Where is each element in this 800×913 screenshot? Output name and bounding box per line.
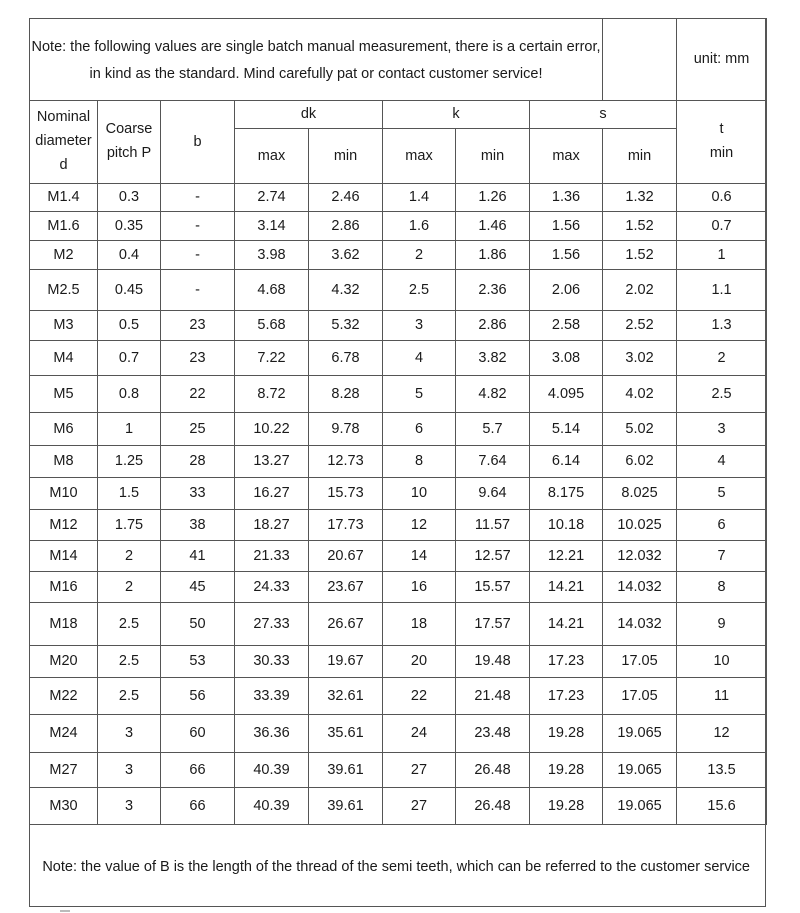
nominal-diameter-header	[30, 101, 98, 184]
cell-k-max: 3	[383, 311, 456, 341]
cell-pitch: 2	[98, 541, 161, 572]
cell-dk-max: 21.33	[235, 541, 309, 572]
cell-dk-min: 20.67	[309, 541, 383, 572]
cell-dk-max: 36.36	[235, 715, 309, 753]
cell-nominal-d: M8	[30, 446, 98, 478]
cell-k-max: 2	[383, 241, 456, 270]
cell-b: 66	[161, 788, 235, 825]
cell-pitch: 0.7	[98, 341, 161, 376]
table-row	[30, 510, 767, 541]
table-row	[30, 572, 767, 603]
cell-t-min: 6	[677, 510, 767, 541]
cell-t-min: 0.6	[677, 184, 767, 212]
cell-dk-max: 13.27	[235, 446, 309, 478]
cell-dk-max: 16.27	[235, 478, 309, 510]
cell-nominal-d: M5	[30, 376, 98, 413]
table-row	[30, 212, 767, 241]
cell-pitch: 0.5	[98, 311, 161, 341]
cell-t-min: 10	[677, 646, 767, 678]
cell-s-min: 10.025	[603, 510, 677, 541]
cell-dk-max: 10.22	[235, 413, 309, 446]
cell-k-min: 26.48	[456, 788, 530, 825]
cell-s-min: 2.52	[603, 311, 677, 341]
b-header: b	[161, 101, 235, 184]
cell-dk-min: 8.28	[309, 376, 383, 413]
cell-dk-min: 12.73	[309, 446, 383, 478]
cell-k-min: 2.86	[456, 311, 530, 341]
cell-dk-max: 3.14	[235, 212, 309, 241]
cell-pitch: 1.75	[98, 510, 161, 541]
k-header: k	[383, 101, 530, 129]
cell-dk-min: 26.67	[309, 603, 383, 646]
cell-k-min: 1.26	[456, 184, 530, 212]
cell-nominal-d: M2.5	[30, 270, 98, 311]
cell-pitch: 2.5	[98, 646, 161, 678]
cell-s-min: 19.065	[603, 753, 677, 788]
cell-pitch: 1	[98, 413, 161, 446]
cell-s-max: 19.28	[530, 753, 603, 788]
cell-b: -	[161, 184, 235, 212]
cell-t-min: 15.6	[677, 788, 767, 825]
cell-k-min: 23.48	[456, 715, 530, 753]
cell-k-max: 24	[383, 715, 456, 753]
cell-s-min: 14.032	[603, 603, 677, 646]
cell-t-min: 1.3	[677, 311, 767, 341]
cell-pitch: 3	[98, 715, 161, 753]
top-note-spacer	[603, 19, 677, 101]
cell-t-min: 9	[677, 603, 767, 646]
cell-dk-min: 2.46	[309, 184, 383, 212]
cell-k-min: 2.36	[456, 270, 530, 311]
cell-s-min: 1.32	[603, 184, 677, 212]
cell-pitch: 1.25	[98, 446, 161, 478]
table-row	[30, 715, 767, 753]
cell-b: 23	[161, 311, 235, 341]
bottom-note: Note: the value of B is the length of the thread of the semi teeth, which can be referred to the customer service	[42, 858, 750, 875]
table-row	[30, 646, 767, 678]
nominal-header-line-3: d	[59, 156, 68, 173]
cell-k-max: 22	[383, 678, 456, 715]
cell-t-min: 7	[677, 541, 767, 572]
cell-s-max: 2.06	[530, 270, 603, 311]
cell-s-max: 14.21	[530, 572, 603, 603]
cell-nominal-d: M4	[30, 341, 98, 376]
cell-k-min: 15.57	[456, 572, 530, 603]
cell-dk-min: 5.32	[309, 311, 383, 341]
coarse-header-line-1: Coarse	[105, 121, 153, 138]
cell-b: -	[161, 241, 235, 270]
cell-dk-min: 2.86	[309, 212, 383, 241]
cell-dk-max: 24.33	[235, 572, 309, 603]
cell-k-max: 1.4	[383, 184, 456, 212]
table-row	[30, 376, 767, 413]
cell-dk-min: 4.32	[309, 270, 383, 311]
cell-s-max: 1.56	[530, 212, 603, 241]
unit-label: unit: mm	[677, 19, 767, 101]
cell-pitch: 3	[98, 788, 161, 825]
cell-s-min: 1.52	[603, 241, 677, 270]
table-row	[30, 311, 767, 341]
cell-t-min: 0.7	[677, 212, 767, 241]
cell-k-min: 12.57	[456, 541, 530, 572]
cell-dk-min: 39.61	[309, 788, 383, 825]
cell-k-min: 4.82	[456, 376, 530, 413]
cell-s-min: 4.02	[603, 376, 677, 413]
cell-k-min: 1.86	[456, 241, 530, 270]
nominal-header-line-1: Nominal	[36, 109, 91, 126]
cell-nominal-d: M22	[30, 678, 98, 715]
cell-b: 53	[161, 646, 235, 678]
cell-dk-max: 40.39	[235, 788, 309, 825]
cell-nominal-d: M14	[30, 541, 98, 572]
cell-k-min: 3.82	[456, 341, 530, 376]
cell-dk-max: 7.22	[235, 341, 309, 376]
cell-pitch: 2.5	[98, 603, 161, 646]
cell-s-min: 19.065	[603, 715, 677, 753]
cell-s-min: 19.065	[603, 788, 677, 825]
table-row	[30, 446, 767, 478]
cell-b: 50	[161, 603, 235, 646]
cell-k-max: 20	[383, 646, 456, 678]
cell-s-max: 3.08	[530, 341, 603, 376]
cell-nominal-d: M1.4	[30, 184, 98, 212]
coarse-pitch-header	[98, 101, 161, 184]
top-note-line-2: in kind as the standard. Mind carefully pat or contact customer service!	[89, 65, 543, 82]
cell-dk-max: 4.68	[235, 270, 309, 311]
cell-s-max: 4.095	[530, 376, 603, 413]
cell-s-min: 8.025	[603, 478, 677, 510]
cell-k-max: 10	[383, 478, 456, 510]
t-header-line-2: min	[709, 145, 734, 161]
table-row	[30, 341, 767, 376]
cell-dk-max: 8.72	[235, 376, 309, 413]
cell-nominal-d: M2	[30, 241, 98, 270]
cell-pitch: 0.8	[98, 376, 161, 413]
cell-t-min: 11	[677, 678, 767, 715]
cell-t-min: 12	[677, 715, 767, 753]
cell-s-max: 5.14	[530, 413, 603, 446]
cell-k-min: 17.57	[456, 603, 530, 646]
cell-b: 23	[161, 341, 235, 376]
cell-t-min: 1.1	[677, 270, 767, 311]
cell-b: 66	[161, 753, 235, 788]
cell-nominal-d: M1.6	[30, 212, 98, 241]
cell-nominal-d: M6	[30, 413, 98, 446]
cell-nominal-d: M30	[30, 788, 98, 825]
table-row	[30, 678, 767, 715]
cell-b: 60	[161, 715, 235, 753]
table-row	[30, 413, 767, 446]
table-row	[30, 788, 767, 825]
cell-dk-min: 17.73	[309, 510, 383, 541]
s-min-header: min	[603, 129, 677, 184]
cell-b: -	[161, 270, 235, 311]
scan-artifact	[60, 910, 70, 912]
cell-s-max: 1.36	[530, 184, 603, 212]
s-max-header: max	[530, 129, 603, 184]
top-note-row	[30, 19, 767, 101]
cell-dk-min: 35.61	[309, 715, 383, 753]
cell-s-max: 19.28	[530, 788, 603, 825]
cell-nominal-d: M18	[30, 603, 98, 646]
cell-dk-max: 33.39	[235, 678, 309, 715]
cell-b: 33	[161, 478, 235, 510]
cell-b: 28	[161, 446, 235, 478]
cell-k-max: 18	[383, 603, 456, 646]
cell-b: 22	[161, 376, 235, 413]
top-note	[30, 19, 603, 101]
cell-pitch: 3	[98, 753, 161, 788]
cell-b: 56	[161, 678, 235, 715]
s-header: s	[530, 101, 677, 129]
cell-k-min: 11.57	[456, 510, 530, 541]
cell-nominal-d: M27	[30, 753, 98, 788]
cell-dk-min: 23.67	[309, 572, 383, 603]
cell-k-min: 21.48	[456, 678, 530, 715]
cell-s-max: 6.14	[530, 446, 603, 478]
table-row	[30, 478, 767, 510]
cell-dk-min: 39.61	[309, 753, 383, 788]
cell-k-min: 9.64	[456, 478, 530, 510]
cell-s-max: 2.58	[530, 311, 603, 341]
top-note-line-1: Note: the following values are single batch manual measurement, there is a certain error,	[31, 38, 601, 55]
cell-b: 38	[161, 510, 235, 541]
table-row	[30, 603, 767, 646]
cell-s-min: 3.02	[603, 341, 677, 376]
cell-b: 25	[161, 413, 235, 446]
cell-k-max: 12	[383, 510, 456, 541]
cell-t-min: 13.5	[677, 753, 767, 788]
cell-k-max: 1.6	[383, 212, 456, 241]
cell-dk-max: 5.68	[235, 311, 309, 341]
cell-t-min: 1	[677, 241, 767, 270]
cell-dk-min: 6.78	[309, 341, 383, 376]
table-row	[30, 753, 767, 788]
cell-t-min: 4	[677, 446, 767, 478]
cell-pitch: 2.5	[98, 678, 161, 715]
cell-t-min: 2.5	[677, 376, 767, 413]
cell-s-min: 14.032	[603, 572, 677, 603]
cell-nominal-d: M16	[30, 572, 98, 603]
dk-header: dk	[235, 101, 383, 129]
nominal-header-line-2: diameter	[35, 133, 92, 150]
cell-b: 45	[161, 572, 235, 603]
cell-k-min: 26.48	[456, 753, 530, 788]
cell-t-min: 5	[677, 478, 767, 510]
cell-t-min: 3	[677, 413, 767, 446]
cell-s-max: 17.23	[530, 678, 603, 715]
k-min-header: min	[456, 129, 530, 184]
cell-s-min: 6.02	[603, 446, 677, 478]
cell-k-max: 16	[383, 572, 456, 603]
cell-k-max: 27	[383, 788, 456, 825]
cell-b: 41	[161, 541, 235, 572]
cell-nominal-d: M12	[30, 510, 98, 541]
cell-s-max: 12.21	[530, 541, 603, 572]
cell-s-min: 17.05	[603, 678, 677, 715]
cell-dk-min: 19.67	[309, 646, 383, 678]
cell-pitch: 2	[98, 572, 161, 603]
cell-k-max: 27	[383, 753, 456, 788]
coarse-header-line-2: pitch P	[106, 145, 152, 161]
table-row	[30, 270, 767, 311]
dk-max-header: max	[235, 129, 309, 184]
cell-s-max: 8.175	[530, 478, 603, 510]
cell-k-min: 1.46	[456, 212, 530, 241]
cell-nominal-d: M20	[30, 646, 98, 678]
cell-k-max: 2.5	[383, 270, 456, 311]
cell-k-min: 19.48	[456, 646, 530, 678]
t-min-header	[677, 101, 767, 184]
cell-dk-max: 18.27	[235, 510, 309, 541]
cell-dk-min: 32.61	[309, 678, 383, 715]
cell-s-min: 5.02	[603, 413, 677, 446]
cell-dk-min: 3.62	[309, 241, 383, 270]
cell-s-min: 2.02	[603, 270, 677, 311]
table-row	[30, 184, 767, 212]
dk-min-header: min	[309, 129, 383, 184]
cell-k-min: 7.64	[456, 446, 530, 478]
cell-pitch: 1.5	[98, 478, 161, 510]
cell-k-max: 14	[383, 541, 456, 572]
k-max-header: max	[383, 129, 456, 184]
header-row-1	[30, 101, 767, 129]
cell-dk-max: 27.33	[235, 603, 309, 646]
t-header-line-1: t	[719, 121, 724, 138]
cell-pitch: 0.35	[98, 212, 161, 241]
cell-s-max: 19.28	[530, 715, 603, 753]
cell-pitch: 0.4	[98, 241, 161, 270]
table-row	[30, 241, 767, 270]
cell-dk-max: 40.39	[235, 753, 309, 788]
cell-nominal-d: M24	[30, 715, 98, 753]
cell-s-min: 12.032	[603, 541, 677, 572]
cell-dk-max: 30.33	[235, 646, 309, 678]
cell-k-max: 8	[383, 446, 456, 478]
cell-dk-max: 2.74	[235, 184, 309, 212]
cell-dk-min: 9.78	[309, 413, 383, 446]
cell-s-max: 10.18	[530, 510, 603, 541]
cell-k-max: 4	[383, 341, 456, 376]
cell-pitch: 0.45	[98, 270, 161, 311]
cell-t-min: 2	[677, 341, 767, 376]
cell-k-max: 6	[383, 413, 456, 446]
cell-nominal-d: M3	[30, 311, 98, 341]
cell-s-max: 1.56	[530, 241, 603, 270]
cell-k-max: 5	[383, 376, 456, 413]
cell-s-min: 1.52	[603, 212, 677, 241]
cell-b: -	[161, 212, 235, 241]
cell-nominal-d: M10	[30, 478, 98, 510]
cell-s-min: 17.05	[603, 646, 677, 678]
cell-k-min: 5.7	[456, 413, 530, 446]
cell-s-max: 17.23	[530, 646, 603, 678]
table-row	[30, 541, 767, 572]
cell-dk-min: 15.73	[309, 478, 383, 510]
cell-pitch: 0.3	[98, 184, 161, 212]
cell-s-max: 14.21	[530, 603, 603, 646]
cell-t-min: 8	[677, 572, 767, 603]
cell-dk-max: 3.98	[235, 241, 309, 270]
dimension-table	[29, 18, 767, 825]
